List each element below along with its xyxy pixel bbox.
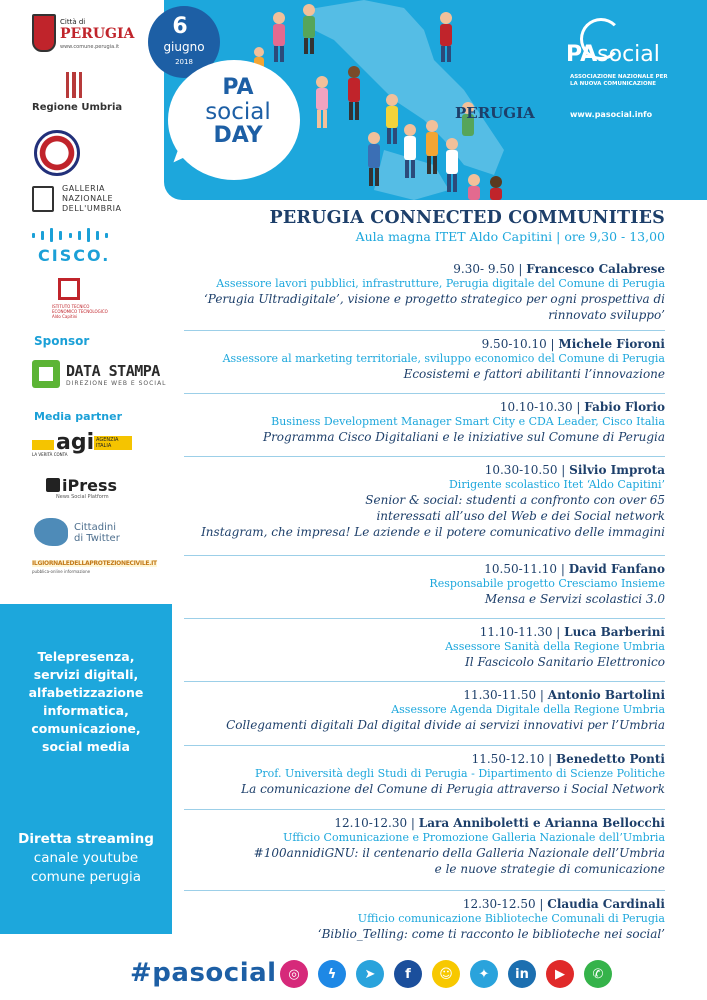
event-venue: Aula magna ITET Aldo Capitini | ore 9,30 - 13,00 <box>355 229 665 244</box>
session-topic: rinnovato sviluppo’ <box>548 308 665 322</box>
session-header <box>155 752 665 767</box>
session-topic: ‘Biblio_Telling: come ti racconto le biblioteche nei social’ <box>317 927 665 941</box>
data-stampa-logo[interactable] <box>32 358 168 392</box>
ipress-mark-icon <box>46 478 60 492</box>
media-partner-label: Media partner <box>34 410 122 423</box>
session-speaker: Claudia Cardinali <box>547 897 665 911</box>
cisco-name: CISCO. <box>38 246 111 265</box>
session-speaker: David Fanfano <box>568 562 665 576</box>
giornale-sub: pubblica-online informazione <box>32 569 91 574</box>
footer <box>0 954 707 1000</box>
sponsor-label: Sponsor <box>34 334 90 348</box>
program <box>172 200 707 960</box>
data-stampa-mark-icon <box>32 360 60 388</box>
session-item <box>155 400 665 445</box>
partner-logos <box>0 0 172 600</box>
giornale-name: ILGIORNALEDELLAPROTEZIONECIVILE.IT <box>32 560 157 567</box>
session-divider <box>184 330 665 331</box>
session-role: Assessore al marketing territoriale, sviluppo economico del Comune di Perugia <box>222 352 665 365</box>
itet-name: ISTITUTO TECNICO ECONOMICO TECNOLOGICO Aldo Capitini <box>52 304 108 319</box>
umbria-name: Regione Umbria <box>32 102 123 113</box>
topics-list <box>0 648 172 756</box>
streaming-info[interactable] <box>0 830 172 887</box>
session-item <box>155 688 665 733</box>
session-time: 10.10-10.30 | <box>499 400 585 414</box>
session-item <box>155 562 665 607</box>
session-topic: Collegamenti digitali Dal digital divide ai servizi innovativi per l’Umbria <box>226 718 665 732</box>
session-time: 12.30-12.50 | <box>462 897 548 911</box>
ipress-name: iPress <box>62 476 117 495</box>
topic-line: informatica, <box>43 703 129 718</box>
pasocial-url[interactable]: www.pasocial.info <box>570 110 653 119</box>
itet-capitini-logo[interactable] <box>52 278 112 318</box>
perugia-small-label: Città di <box>60 18 86 26</box>
session-divider <box>184 555 665 556</box>
session-time: 10.30-10.50 | <box>484 463 570 477</box>
data-stampa-sub: DIREZIONE WEB E SOCIAL <box>66 380 167 387</box>
galleria-name: GALLERIA NAZIONALE DELL'UMBRIA <box>62 184 122 213</box>
topic-line: alfabetizzazione <box>28 685 144 700</box>
hashtag[interactable]: #pasocial <box>130 958 277 988</box>
session-topic: Programma Cisco Digitaliani e le iniziative sul Comune di Perugia <box>263 430 665 444</box>
session-topic: e le nuove strategie di comunicazione <box>434 862 665 876</box>
ipress-sub: News Social Platform <box>56 494 109 500</box>
session-topic: ‘Perugia Ultradigitale’, visione e progetto strategico per ogni prospettiva di <box>203 292 665 306</box>
perugia-url: www.comune.perugia.it <box>60 44 120 50</box>
session-divider <box>184 456 665 457</box>
topic-line: servizi digitali, <box>33 667 139 682</box>
bird-icon <box>34 518 68 546</box>
session-header <box>155 688 665 703</box>
data-stampa-name: DATA STAMPA <box>66 362 160 380</box>
session-topic: Senior & social: studenti a confronto con over 65 <box>365 493 665 507</box>
session-header <box>155 897 665 912</box>
session-header <box>155 463 665 478</box>
messenger-icon[interactable]: ϟ <box>318 960 346 988</box>
twitter-icon[interactable]: ✦ <box>470 960 498 988</box>
session-header <box>155 625 665 640</box>
agi-sub: LA VERITÀ CONTA <box>32 452 68 457</box>
session-topic: Instagram, che impresa! Le aziende e il potere comunicativo delle immagini <box>201 525 665 539</box>
streaming-title: Diretta streaming <box>18 831 154 847</box>
session-divider <box>184 618 665 619</box>
date-day: 6 <box>172 14 188 39</box>
agi-tag: AGENZIA ITALIA <box>94 436 132 450</box>
date-year: 2018 <box>175 58 193 66</box>
session-speaker: Francesco Calabrese <box>526 262 665 276</box>
session-item <box>155 625 665 670</box>
session-topic: La comunicazione del Comune di Perugia attraverso i Social Network <box>241 782 665 796</box>
banner-city: PERUGIA <box>455 104 535 122</box>
instagram-icon[interactable]: ◎ <box>280 960 308 988</box>
session-divider <box>184 681 665 682</box>
telegram-icon[interactable]: ➤ <box>356 960 384 988</box>
galleria-mark-icon <box>32 186 54 212</box>
session-speaker: Lara Anniboletti e Arianna Bellocchi <box>418 816 665 830</box>
session-speaker: Fabio Florio <box>584 400 665 414</box>
session-role: Prof. Università degli Studi di Perugia - Dipartimento di Scienze Politiche <box>255 767 665 780</box>
perugia-shield-icon <box>32 14 56 52</box>
agi-bar-icon <box>32 440 54 450</box>
session-role: Responsabile progetto Cresciamo Insieme <box>429 577 665 590</box>
itet-mark-icon <box>58 278 80 300</box>
cisco-logo[interactable] <box>32 226 112 266</box>
session-divider <box>184 393 665 394</box>
galleria-nazionale-logo[interactable] <box>32 184 142 216</box>
session-header <box>155 562 665 577</box>
session-role: Ufficio Comunicazione e Promozione Galleria Nazionale dell’Umbria <box>283 831 665 844</box>
perugia-name: PERUGIA <box>60 26 135 42</box>
facebook-icon[interactable]: f <box>394 960 422 988</box>
whatsapp-icon[interactable]: ✆ <box>584 960 612 988</box>
session-speaker: Michele Fioroni <box>558 337 665 351</box>
session-time: 10.50-11.10 | <box>484 562 569 576</box>
agi-name: agi <box>56 430 95 455</box>
session-time: 11.50-12.10 | <box>471 752 557 766</box>
session-time: 12.10-12.30 | <box>334 816 419 830</box>
youtube-icon[interactable]: ▶ <box>546 960 574 988</box>
session-header <box>155 400 665 415</box>
comune-perugia-logo[interactable] <box>32 14 135 58</box>
agi-logo[interactable] <box>32 430 132 460</box>
pasocial-subtitle: ASSOCIAZIONE NAZIONALE PER LA NUOVA COMUNICAZIONE <box>570 74 668 87</box>
session-topic: Il Fascicolo Sanitario Elettronico <box>465 655 665 669</box>
session-item <box>155 337 665 382</box>
cittadini-di-twitter-logo[interactable] <box>34 518 134 548</box>
topic-line: comunicazione, <box>31 721 141 736</box>
session-item <box>155 752 665 797</box>
session-header <box>155 337 665 352</box>
session-speaker: Antonio Bartolini <box>547 688 665 702</box>
session-role: Assessore Agenda Digitale della Regione Umbria <box>391 703 665 716</box>
topic-line: social media <box>42 739 130 754</box>
linkedin-icon[interactable]: in <box>508 960 536 988</box>
session-role: Assessore Sanità della Regione Umbria <box>445 640 665 653</box>
session-time: 9.30- 9.50 | <box>453 262 527 276</box>
social-icons-row <box>280 960 612 988</box>
date-month: giugno <box>163 40 205 54</box>
session-topic: Mensa e Servizi scolastici 3.0 <box>484 592 665 606</box>
cittadini-twitter-name: Cittadini di Twitter <box>74 522 120 544</box>
giornale-protezione-civile-logo[interactable] <box>32 560 157 580</box>
cisco-bars-icon <box>32 226 108 244</box>
universita-seal-icon[interactable] <box>34 130 80 176</box>
session-topic: Ecosistemi e fattori abilitanti l’innovazione <box>403 367 665 381</box>
session-time: 11.10-11.30 | <box>479 625 565 639</box>
session-time: 11.30-11.50 | <box>463 688 548 702</box>
session-time: 9.50-10.10 | <box>481 337 559 351</box>
regione-umbria-logo[interactable] <box>32 72 122 118</box>
pasocial-association-logo[interactable] <box>566 18 676 128</box>
session-role: Assessore lavori pubblici, infrastrutture, Perugia digitale del Comune di Perugia <box>216 277 665 290</box>
ipress-logo[interactable] <box>46 476 126 502</box>
session-topic: interessati all’uso del Web e dei Social network <box>376 509 665 523</box>
session-header <box>155 262 665 277</box>
umbria-mark-icon <box>66 72 82 98</box>
session-divider <box>184 745 665 746</box>
session-item <box>155 897 665 942</box>
snapchat-icon[interactable]: ☺ <box>432 960 460 988</box>
event-title: PERUGIA CONNECTED COMMUNITIES <box>269 208 665 228</box>
session-item <box>155 463 665 540</box>
session-item <box>155 262 665 323</box>
session-item <box>155 816 665 877</box>
session-speaker: Benedetto Ponti <box>556 752 665 766</box>
session-role: Ufficio comunicazione Biblioteche Comunali di Perugia <box>357 912 665 925</box>
streaming-line: canale youtube <box>33 850 139 866</box>
session-speaker: Luca Barberini <box>564 625 665 639</box>
streaming-line: comune perugia <box>30 869 142 885</box>
session-role: Business Development Manager Smart City e CDA Leader, Cisco Italia <box>271 415 665 428</box>
pasocial-logo-text: PAsocial <box>566 42 660 67</box>
session-divider <box>184 890 665 891</box>
session-role: Dirigente scolastico Itet ‘Aldo Capitini’ <box>448 478 665 491</box>
session-speaker: Silvio Improta <box>569 463 665 477</box>
session-topic: #100annidiGNU: il centenario della Galleria Nazionale dell’Umbria <box>253 846 665 860</box>
session-divider <box>184 809 665 810</box>
topic-line: Telepresenza, <box>37 649 135 664</box>
topics-sidebar <box>0 604 172 934</box>
pa-social-day-title: PA social DAY <box>205 75 271 148</box>
session-header <box>155 816 665 831</box>
